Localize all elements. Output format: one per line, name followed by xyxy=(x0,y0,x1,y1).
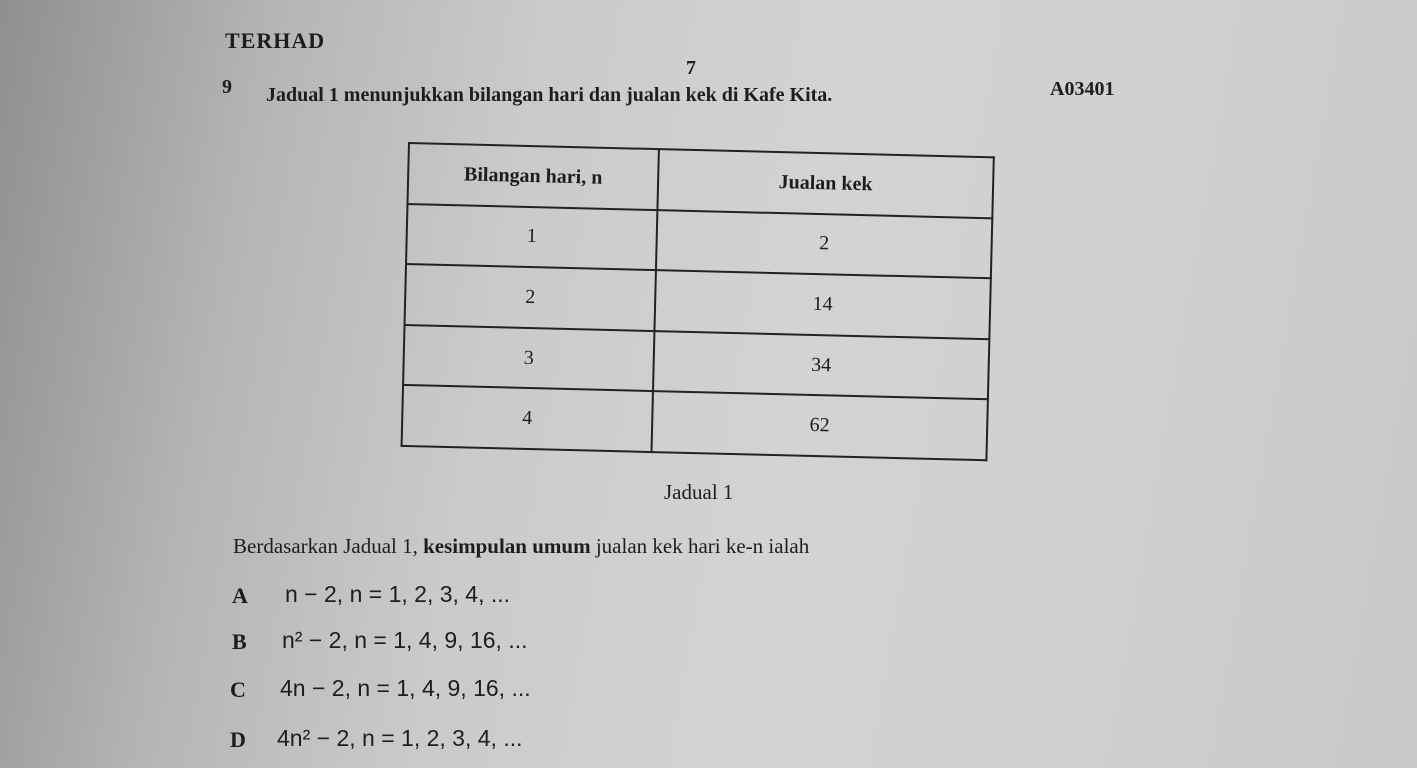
table-cell-days: 2 xyxy=(405,264,656,331)
option-c[interactable] xyxy=(230,675,531,703)
option-d[interactable] xyxy=(230,725,523,753)
paper-code: A03401 xyxy=(1050,78,1115,100)
table-header-days: Bilangan hari, n xyxy=(407,143,658,210)
table-caption: Jadual 1 xyxy=(664,480,734,504)
table-cell-sales: 2 xyxy=(656,210,992,279)
data-table-wrapper xyxy=(401,142,995,461)
data-table xyxy=(401,142,995,461)
table-header-sales: Jualan kek xyxy=(657,149,993,218)
table-cell-days: 1 xyxy=(406,204,657,271)
header-label: TERHAD xyxy=(225,28,326,53)
question-text: Jadual 1 menunjukkan bilangan hari dan jualan kek di Kafe Kita. xyxy=(266,84,833,106)
option-letter: D xyxy=(230,727,246,752)
table-cell-sales: 62 xyxy=(651,391,987,460)
table-cell-sales: 34 xyxy=(653,331,989,400)
option-letter: C xyxy=(230,677,246,702)
option-expression: 4n − 2, n = 1, 4, 9, 16, ... xyxy=(280,675,531,701)
page-number: 7 xyxy=(686,57,696,79)
prompt-lead: Berdasarkan Jadual 1, xyxy=(233,534,424,558)
option-expression: n − 2, n = 1, 2, 3, 4, ... xyxy=(285,581,511,607)
table-cell-days: 3 xyxy=(403,325,654,392)
table-row xyxy=(402,385,988,460)
option-a[interactable] xyxy=(232,581,511,609)
option-letter: A xyxy=(232,583,248,608)
table-cell-sales: 14 xyxy=(654,270,990,339)
option-expression: n² − 2, n = 1, 4, 9, 16, ... xyxy=(282,627,528,653)
prompt-tail: jualan kek hari ke-n ialah xyxy=(590,534,810,558)
question-prompt xyxy=(233,534,809,559)
question-number: 9 xyxy=(222,76,232,98)
prompt-emphasis: kesimpulan umum xyxy=(423,534,591,558)
table-cell-days: 4 xyxy=(402,385,653,452)
option-letter: B xyxy=(232,629,247,654)
option-expression: 4n² − 2, n = 1, 2, 3, 4, ... xyxy=(277,725,523,751)
option-b[interactable] xyxy=(232,627,528,655)
